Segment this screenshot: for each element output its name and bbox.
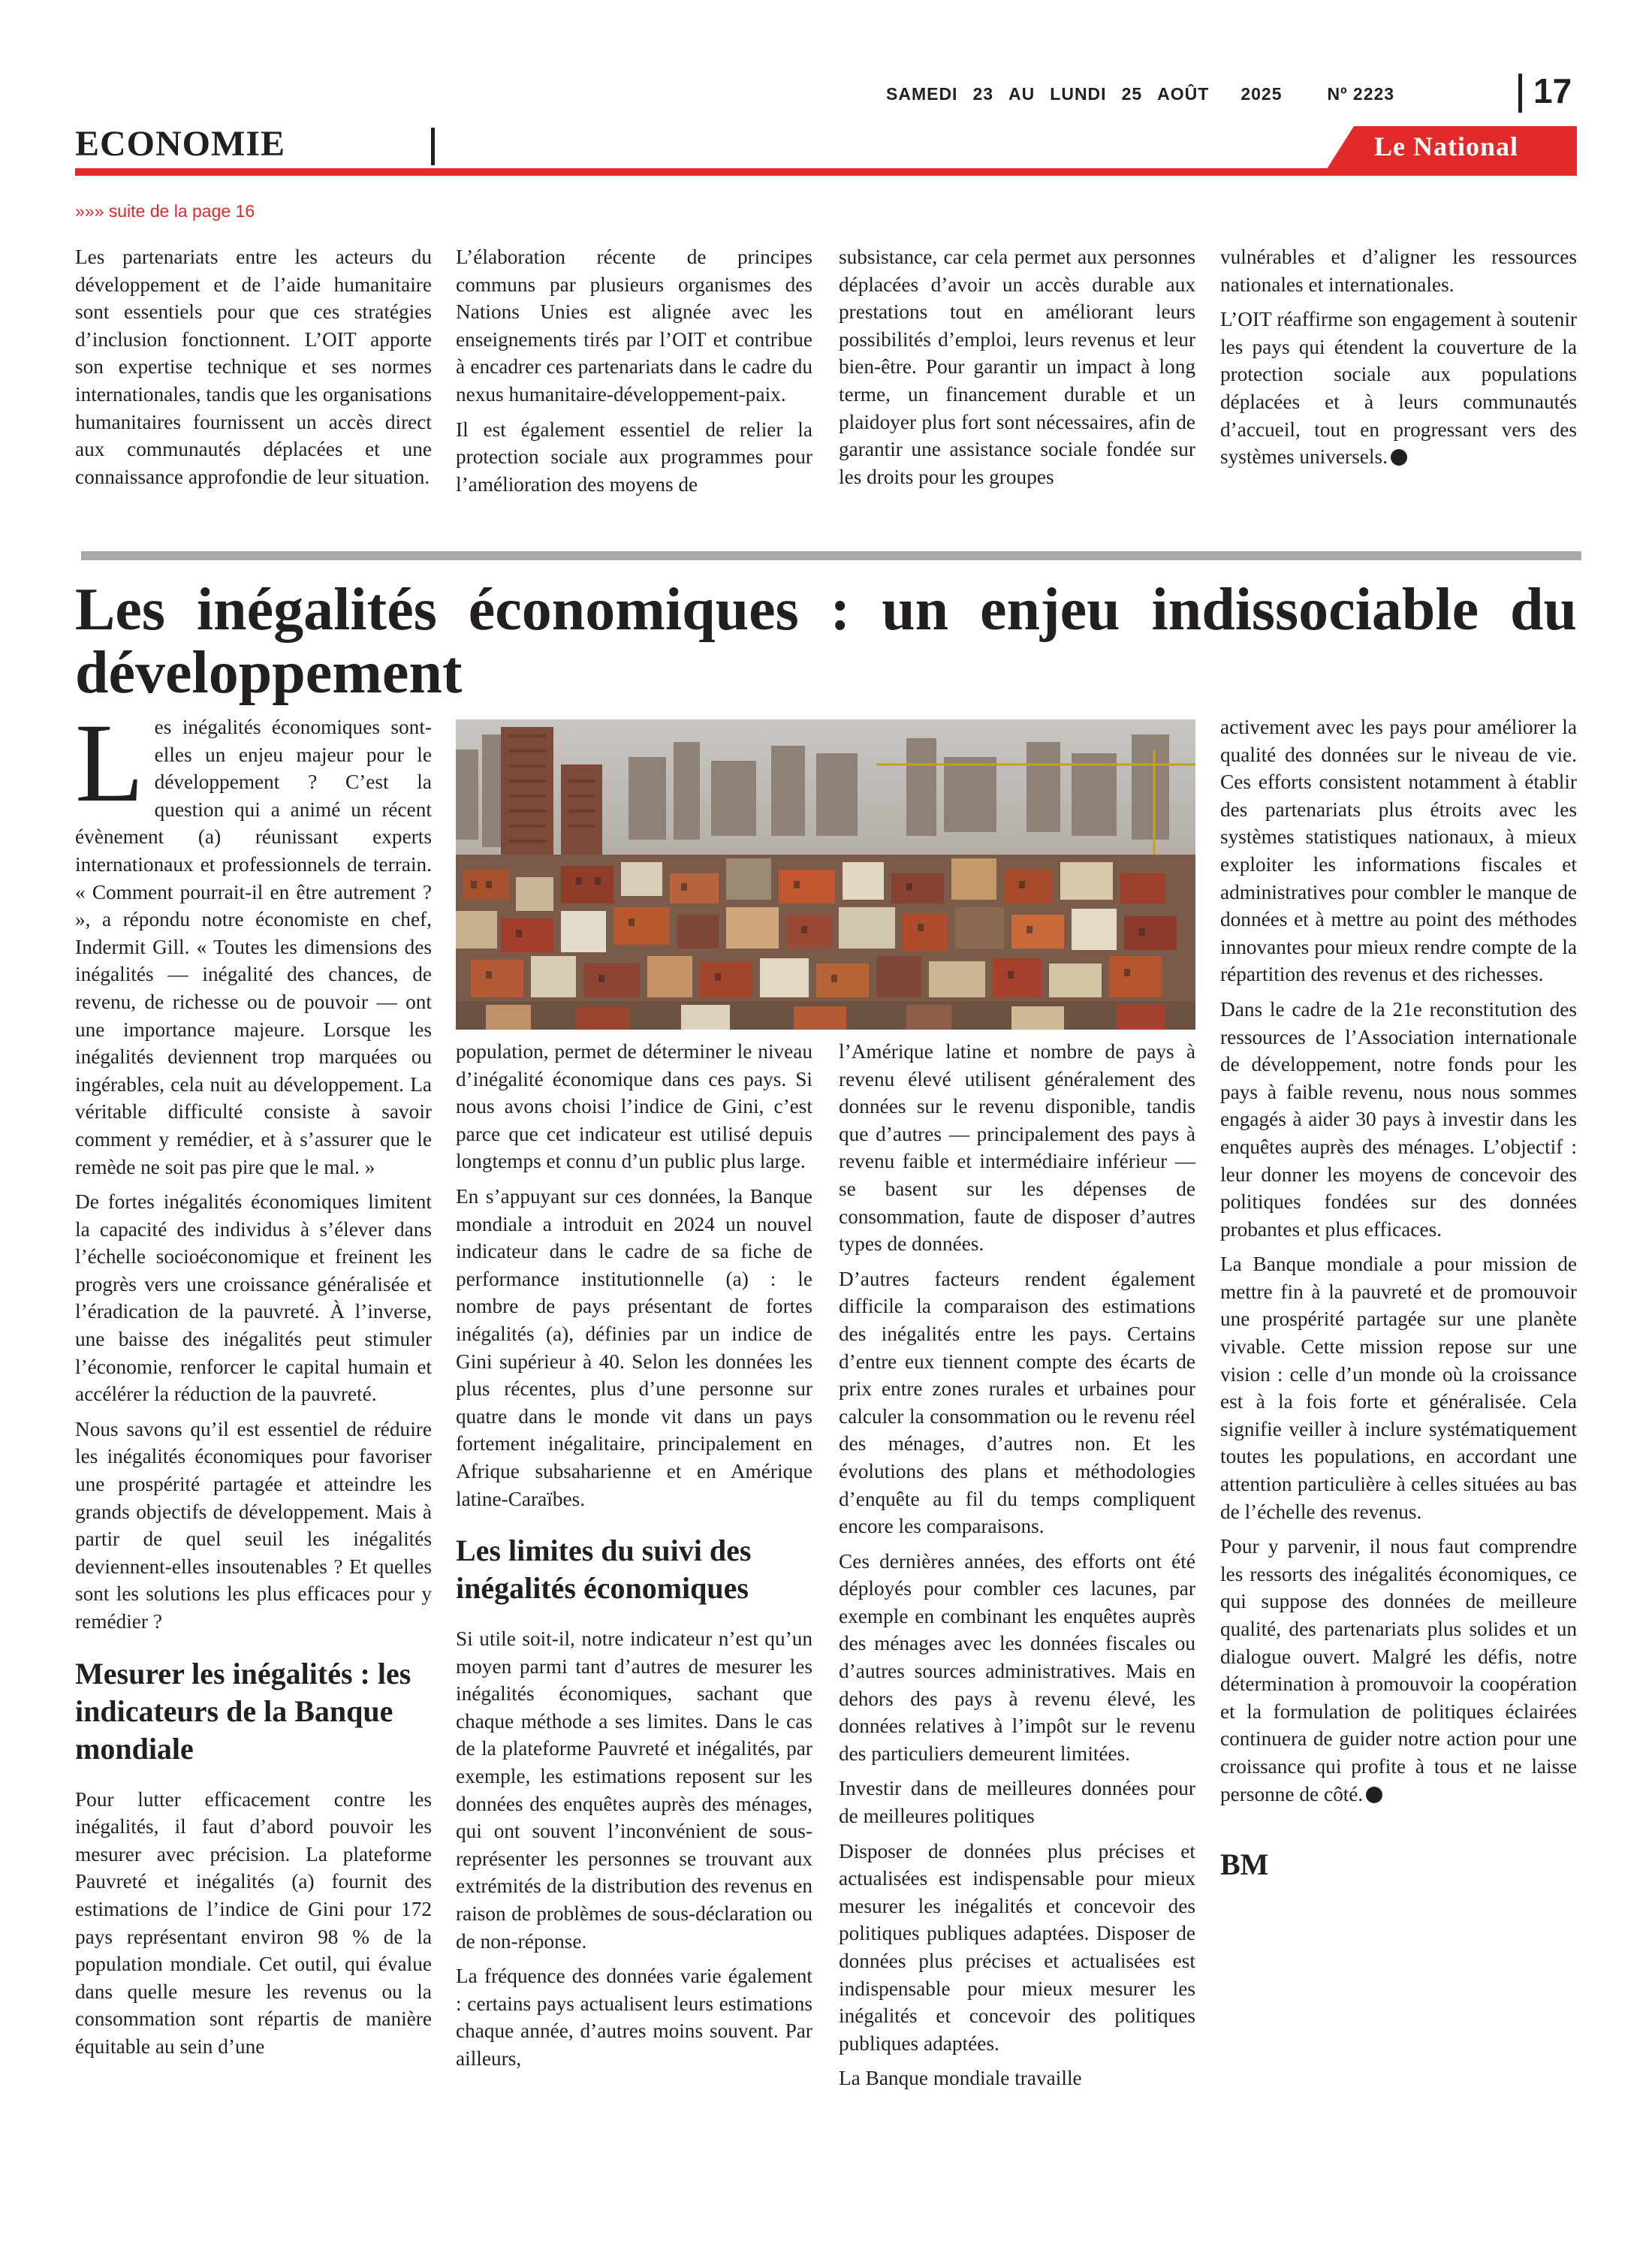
top-article-column-3 (839, 243, 1195, 490)
main-article-column-2 (456, 1038, 812, 2073)
paragraph: Pour lutter efficacement contre les inégalités, il faut d’abord pouvoir les mesurer avec précision. La plateforme Pauvreté et inégalités (a) fournit des estimations de l’indice de Gini pour 172 pays représentant environ 98 % de la population mondiale. Cet outil, qui évalue dans quelle mesure les revenus ou la consommation sont répartis de manière équitable au sein d’une (75, 1787, 432, 2058)
paragraph: vulnérables et d’aligner les ressources nationales et internationales. (1220, 246, 1577, 296)
top-article-column-2 (456, 243, 812, 498)
hexagon-end-mark-icon (1366, 1787, 1382, 1803)
byline: BM (1220, 1847, 1269, 1882)
date-day-name-2: LUNDI (1050, 84, 1107, 104)
dateline (886, 84, 1472, 104)
top-article-column-1 (75, 243, 432, 490)
page-number-divider (1518, 74, 1522, 113)
paragraph (75, 701, 432, 1181)
paragraph: La Banque mondiale a pour mission de mettre fin à la pauvreté et de promouvoir une prospérité partagée sur une planète vivable. Cette mission repose sur une vision : celle d’un monde où la croissance est à la fois forte et généralisée. Cela signifie veiller à inclure systématiquement toutes les populations, en accordant une attention particulière à celles situées au bas de l’échelle des revenus. (1220, 1253, 1577, 1523)
issue-number: Nº 2223 (1327, 84, 1395, 104)
section-title: ECONOMIE (75, 124, 286, 164)
date-day-name: SAMEDI (886, 84, 958, 104)
date-day: 23 (972, 84, 994, 104)
paragraph: Dans le cadre de la 21e reconstitution des ressources de l’Association internationale de développement, notre fonds pour les pays à faible revenu, nous nous sommes engagés à aider 30 pays à investir dans les enquêtes auprès des ménages. L’objectif : leur donner les moyens de concevoir des politiques fondées sur des données probantes et plus efficaces. (1220, 997, 1577, 1241)
continued-from-link[interactable]: »»» suite de la page 16 (75, 201, 255, 221)
paragraph: Les partenariats entre les acteurs du développement et de l’aide humanitaire sont essentiels pour que ces stratégies d’inclusion fonctionnent. L’OIT apporte son expertise technique et ses normes internationales, tandis que les organisations humanitaires fournissent un accès direct aux communautés déplacées et une connaissance approfondie de leur situation. (75, 246, 432, 488)
section-divider (431, 128, 435, 165)
city-hillside-photo (456, 719, 1195, 1030)
hexagon-end-mark-icon (1391, 449, 1407, 466)
paragraph: activement avec les pays pour améliorer la qualité des données sur le niveau de vie. Ces efforts consistent notamment à établir des partenariats plus étroits avec les systèmes statistiques nationaux, à mieux exploiter les informations fiscales et administratives pour combler le manque de données et à mettre au point des méthodes innovantes pour mieux rendre compte de la répartition des revenus et des richesses. (1220, 716, 1577, 986)
paragraph: subsistance, car cela permet aux personnes déplacées d’avoir un accès durable aux prestations tout en améliorant leurs possibilités d’emploi, leurs revenus et leur bien-être. Pour garantir un impact à long terme, un financement durable et un plaidoyer plus fort sont nécessaires, afin de garantir une assistance sociale fondée sur les droits pour les groupes (839, 246, 1195, 488)
main-article-column-3 (839, 1038, 1195, 2092)
top-article-column-4 (1220, 243, 1577, 471)
paragraph: L’élaboration récente de principes communs par plusieurs organismes des Nations Unies est alignée avec les enseignements tirés par l’OIT et contribue à encadrer ces partenariats dans le cadre du nexus humanitaire-développement-paix. (456, 246, 812, 406)
paragraph: Si utile soit-il, notre indicateur n’est qu’un moyen parmi tant d’autres de mesurer les inégalités économiques, sachant que chaque méthode a ses limites. Dans le cas de la plateforme Pauvreté et inégalités, par exemple, les estimations reposent sur les données des enquêtes auprès des ménages, qui ont souvent l’inconvénient de sous-représenter les personnes se trouvant aux extrémités de la distribution des revenus en raison de problèmes de sous-déclaration ou de non-réponse. (456, 1627, 812, 1953)
page-number: 17 (1533, 71, 1572, 110)
main-article-column-1 (75, 701, 432, 2061)
city-hillside-illustration (456, 719, 1195, 1030)
subheading: Mesurer les inégalités : les indicateurs de la Banque mondiale (75, 1656, 411, 1766)
paragraph-text: L’OIT réaffirme son engagement à soutenir les pays qui étendent la couverture de la protection sociale aux populations déplacées et à leurs communautés d’accueil, tout en progressant vers des systèmes universels. (1220, 308, 1577, 469)
date-month: AOÛT (1157, 84, 1210, 104)
paragraph: En s’appuyant sur ces données, la Banque mondiale a introduit en 2024 un nouvel indicateur dans le cadre de sa fiche de performance institutionnelle (a) : le nombre de pays présentant de fortes inégalités (a), définies par un indice de Gini supérieur à 40. Selon les données les plus récentes, plus d’une personne sur quatre dans le monde vit dans un pays fortement inégalitaire, principalement en Afrique subsaharienne et en Amérique latine-Caraïbes. (456, 1184, 812, 1510)
paragraph (1220, 1533, 1577, 1808)
paragraph: Il est également essentiel de relier la protection sociale aux programmes pour l’amélioration des moyens de (456, 418, 812, 496)
article-separator (81, 551, 1581, 560)
paragraph: l’Amérique latine et nombre de pays à revenu élevé utilisent généralement des données sur le revenu disponible, tandis que d’autres — principalement des pays à revenu faible et intermédiaire inférieur — se basent sur les dépenses de consommation, faute de disposer d’autres types de données. (839, 1040, 1195, 1256)
paragraph: Nous savons qu’il est essentiel de réduire les inégalités économiques pour favoriser une prospérité partagée et atteindre les grands objectifs de développement. Mais à partir de quel seuil les inégalités deviennent-elles insoutenables ? Et quelles sont les solutions les plus efficaces pour y remédier ? (75, 1417, 432, 1633)
date-year: 2025 (1241, 84, 1283, 104)
paragraph: La Banque mondiale travaille (839, 2067, 1082, 2090)
date-au: AU (1008, 84, 1036, 104)
subheading: Les limites du suivi des inégalités économiques (456, 1534, 752, 1606)
paragraph: D’autres facteurs rendent également difficile la comparaison des estimations des inégalités entre les pays. Certains d’entre eux tiennent compte des écarts de prix entre zones rurales et urbaines pour calculer la consommation ou le revenu réel des ménages, d’autres non. Et les évolutions des plans et méthodologies d’enquête au fil du temps compliquent encore les comparaisons. (839, 1267, 1195, 1538)
date-day-2: 25 (1121, 84, 1143, 104)
paragraph-text: Pour y parvenir, il nous faut comprendre les ressorts des inégalités économiques, ce qui suppose des données de meilleure qualité, des partenariats plus solides et un dialogue ouvert. Malgré les défis, notre détermination à promouvoir la coopération et la formulation de politiques éclairées continuera de guider notre action pour une croissance qui profite à tous et ne laisse personne de côté. (1220, 1535, 1577, 1805)
drop-cap: L (75, 701, 144, 825)
paragraph: Disposer de données plus précises et actualisées est indispensable pour mieux mesurer les inégalités et concevoir des politiques publiques adaptées. Disposer de données plus précises et actualisées est indispensable pour mieux mesurer les inégalités et concevoir des politiques publiques adaptées. (839, 1839, 1195, 2055)
paragraph: Investir dans de meilleures données pour de meilleures politiques (839, 1777, 1195, 1828)
paragraph: Ces dernières années, des efforts ont été déployés pour combler ces lacunes, par exemple en combinant les enquêtes auprès des ménages avec les données fiscales ou d’autres sources administratives. Mais en dehors des pays à revenu élevé, les données relatives à l’impôt sur le revenu des particuliers demeurent limitées. (839, 1549, 1195, 1765)
headline: Les inégalités économiques : un enjeu indissociable du développement (75, 577, 1577, 706)
brand-name: Le National (1374, 131, 1519, 161)
paragraph-text: es inégalités économiques sont-elles un enjeu majeur pour le développement ? C’est la question qui a animé un récent évènement (a) réunissant experts internationaux et professionnels de terrain. « Comment pourrait-il en être autrement ? », a répondu notre économiste en chef, Indermit Gill. « Toutes les dimensions des inégalités — inégalité des chances, de revenu, de richesse ou de pouvoir — ont une importance majeure. Lorsque les inégalités deviennent trop marquées ou ingérables, cela nuit au développement. La véritable difficulté consiste à savoir comment y remédier, et à s’assurer que le remède ne soit pas pire que le mal. » (75, 716, 432, 1178)
paragraph: population, permet de déterminer le niveau d’inégalité économique dans ces pays. Si nous avons choisi l’indice de Gini, c’est parce que cet indicateur est utilisé depuis longtemps et connu d’un public plus large. (456, 1040, 812, 1173)
paragraph: De fortes inégalités économiques limitent la capacité des individus à s’élever dans l’échelle socioéconomique et freinent les progrès vers une croissance généralisée et l’éradication de la pauvreté. À l’inverse, une baisse des inégalités peut stimuler l’économie, renforcer le capital humain et accélérer la réduction de la pauvreté. (75, 1190, 432, 1406)
header-red-rule (75, 168, 1577, 176)
paragraph (1220, 306, 1577, 471)
main-article-column-4 (1220, 713, 1577, 1882)
paragraph: La fréquence des données varie également : certains pays actualisent leurs estimations chaque année, d’autres moins souvent. Par ailleurs, (456, 1965, 812, 2070)
